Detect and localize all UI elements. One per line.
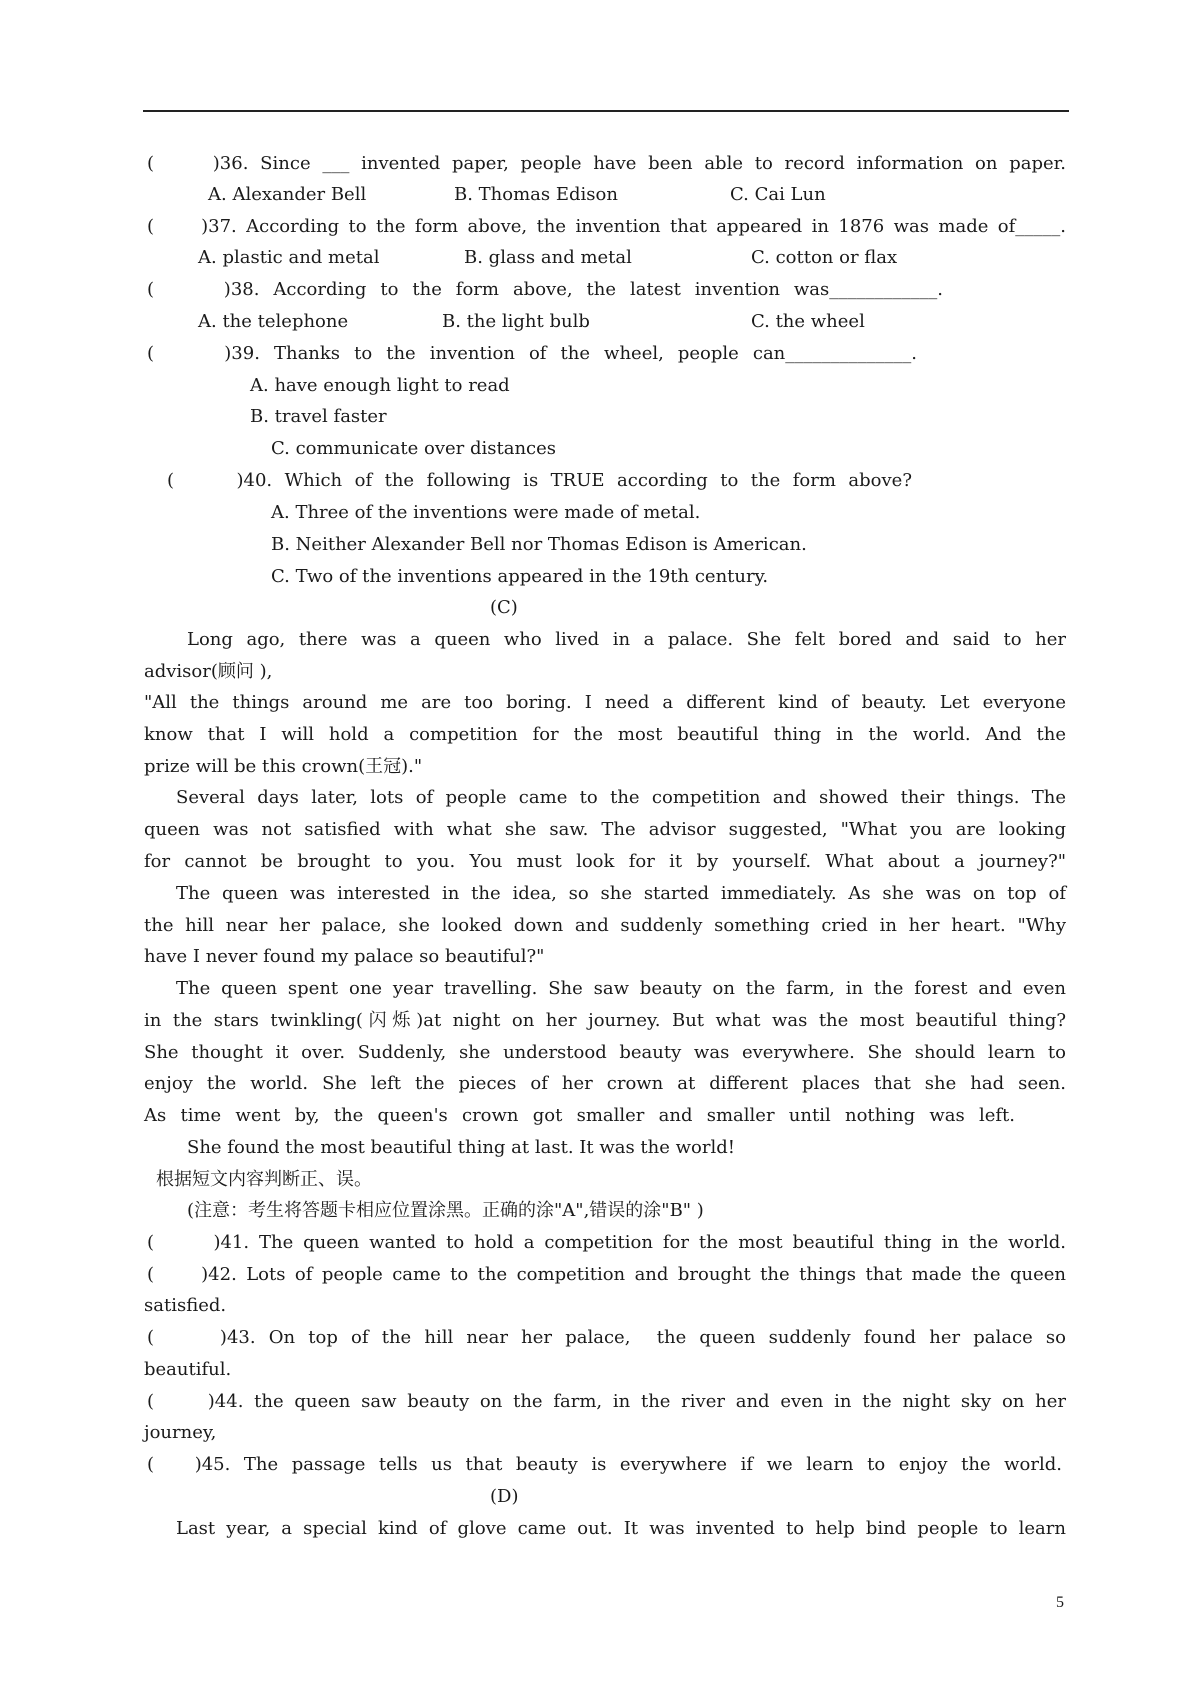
question-44: ( )44. the queen saw beauty on the farm, in the river and even in the night sky on her	[147, 1391, 1066, 1412]
question-43: ( )43. On top of the hill near her palace, the queen suddenly found her palace so	[147, 1327, 1066, 1348]
q39-option-b: B. travel faster	[250, 406, 387, 427]
passage-c-line: advisor(顾问 ),	[144, 661, 273, 682]
question-43-continued: beautiful.	[144, 1359, 232, 1380]
q39-option-c: C. communicate over distances	[271, 438, 557, 459]
header-rule	[143, 110, 1069, 112]
q40-option-c: C. Two of the inventions appeared in the 19th century.	[271, 566, 769, 587]
question-44-continued: journey,	[144, 1422, 217, 1443]
passage-c-line: The queen spent one year travelling. She saw beauty on the farm, in the forest and even	[176, 978, 1066, 999]
question-42-continued: satisfied.	[144, 1295, 227, 1316]
passage-c-line: enjoy the world. She left the pieces of her crown at different places that she had seen.	[144, 1073, 1066, 1094]
q38-option-a: A. the telephone	[198, 311, 349, 332]
question-37: ( )37. According to the form above, the invention that appeared in 1876 was made of_____.	[147, 216, 1066, 237]
q37-option-c: C. cotton or flax	[751, 247, 898, 268]
passage-c-line: for cannot be brought to you. You must look for it by yourself. What about a journey?"	[144, 851, 1066, 872]
question-36: ( )36. Since ___ invented paper, people have been able to record information on paper.	[147, 153, 1066, 174]
question-41: ( )41. The queen wanted to hold a competition for the most beautiful thing in the world.	[147, 1232, 1066, 1253]
passage-c-line: "All the things around me are too boring. I need a different kind of beauty. Let everyone	[144, 692, 1066, 713]
q36-option-a: A. Alexander Bell	[208, 184, 367, 205]
passage-c-line: Several days later, lots of people came to the competition and showed their things. The	[176, 787, 1066, 808]
question-39: ( )39. Thanks to the invention of the wheel, people can______________.	[147, 343, 917, 364]
passage-c-line: queen was not satisfied with what she saw. The advisor suggested, "What you are looking	[144, 819, 1066, 840]
passage-c-line: have I never found my palace so beautiful?"	[144, 946, 545, 967]
q36-option-b: B. Thomas Edison	[454, 184, 618, 205]
passage-c-line: in the stars twinkling(闪烁)at night on her journey. But what was the most beautiful thing?	[144, 1010, 1066, 1031]
q40-option-a: A. Three of the inventions were made of metal.	[271, 502, 701, 523]
passage-c-line: As time went by, the queen's crown got smaller and smaller until nothing was left.	[144, 1105, 1015, 1126]
question-45: ( )45. The passage tells us that beauty is everywhere if we learn to enjoy the world.	[147, 1454, 1062, 1475]
question-38: ( )38. According to the form above, the latest invention was____________.	[147, 279, 943, 300]
q39-option-a: A. have enough light to read	[250, 375, 510, 396]
question-40: ( )40. Which of the following is TRUE according to the form above?	[167, 470, 912, 491]
passage-c-line: The queen was interested in the idea, so she started immediately. As she was on top of	[176, 883, 1066, 904]
passage-d-heading: (D)	[490, 1486, 519, 1507]
passage-c-line: She thought it over. Suddenly, she understood beauty was everywhere. She should learn to	[144, 1042, 1066, 1063]
q36-option-c: C. Cai Lun	[730, 184, 826, 205]
judgement-instruction: 根据短文内容判断正、误。	[156, 1169, 372, 1190]
judgement-note: (注意：考生将答题卡相应位置涂黑。正确的涂"A",错误的涂"B" )	[187, 1200, 704, 1221]
q37-option-b: B. glass and metal	[464, 247, 632, 268]
passage-d-line: Last year, a special kind of glove came out. It was invented to help bind people to learn	[176, 1518, 1066, 1539]
q40-option-b: B. Neither Alexander Bell nor Thomas Edison is American.	[271, 534, 807, 555]
q38-option-b: B. the light bulb	[442, 311, 590, 332]
page-number: 5	[1056, 1594, 1064, 1611]
passage-c-line: She found the most beautiful thing at last. It was the world!	[187, 1137, 735, 1158]
passage-c-line: know that I will hold a competition for the most beautiful thing in the world. And the	[144, 724, 1066, 745]
q37-option-a: A. plastic and metal	[198, 247, 380, 268]
q38-option-c: C. the wheel	[751, 311, 865, 332]
question-42: ( )42. Lots of people came to the competition and brought the things that made the queen	[147, 1264, 1066, 1285]
passage-c-heading: (C)	[490, 597, 518, 618]
passage-c-line: prize will be this crown(王冠)."	[144, 756, 423, 777]
passage-c-line: Long ago, there was a queen who lived in a palace. She felt bored and said to her	[187, 629, 1066, 650]
passage-c-line: the hill near her palace, she looked down and suddenly something cried in her heart. "Why	[144, 915, 1066, 936]
